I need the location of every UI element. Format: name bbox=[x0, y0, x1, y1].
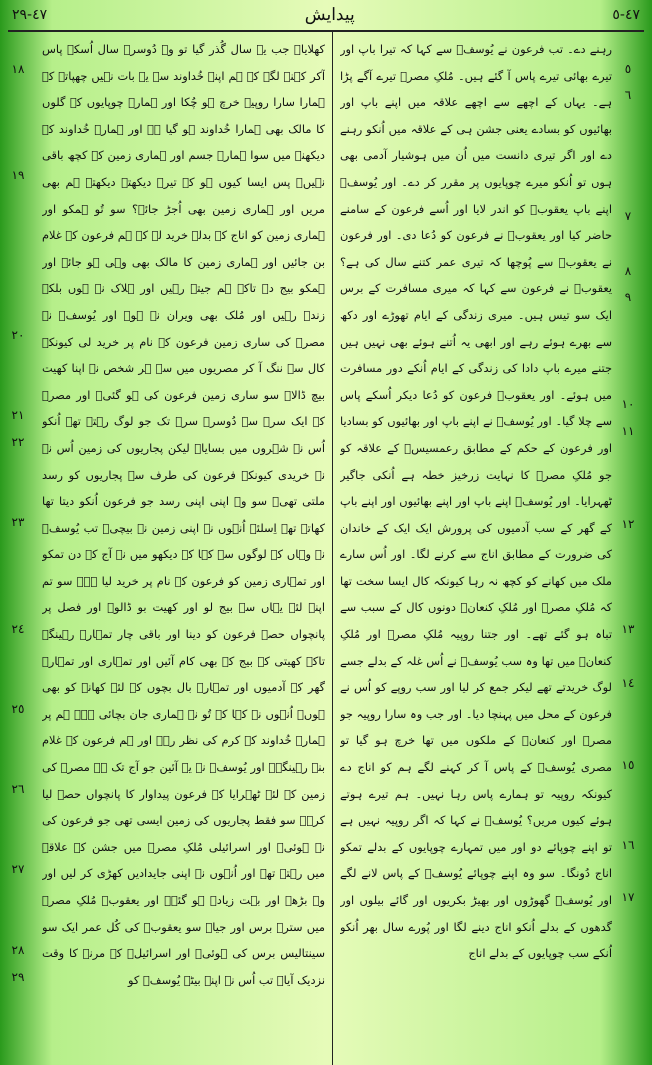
verse-number: ٧ bbox=[624, 209, 632, 223]
verse-number: ٢٥ bbox=[11, 702, 25, 716]
verse-number: ١٨ bbox=[11, 62, 25, 76]
verse-number: ٢٣ bbox=[11, 515, 25, 529]
verse-number: ١١ bbox=[621, 424, 635, 438]
left-column-text: کھلایا۔ جب یہ سال گُذر گیا تو وہ دُوسرے سال اُسکے پاس آکر کہنے لگے کہ ہم اپنے خُداوند سے یہ بات نہیں چھپاتے کہ ہمارا سارا روپیہ خرچ ہو چُکا اور ہمارے چوپایوں کے گلوں کا مالک بھی ہمارا خُداوند ہو گیا ہے اور ہمارے خُداوند کے دیکھنے میں سوا ہمارے جسم اور ہماری زمین کے کچھ باقی نہیں۔ پس ایسا کیوں ہو کہ تیرے دیکھتے دیکھتے ہم بھی مریں اور ہماری زمین بھی اُجڑ جائے؟ سو تُو ہمکو اور ہماری زمین کو اناج کے بدلے خرید لے کہ ہم فرعون کے غلام بن جائیں اور ہماری زمین کا مالک بھی وہی ہو جائے اور ہمکو بیج دے تاکہ ہم جیتے رہیں اور ہلاک نہ ہوں بلکہ زندہ رہیں اور مُلک بھی ویران نہ ہو۔ اور یُوسفؔ نے مصرؔ کی ساری زمین فرعون کے نام پر خرید لی کیونکہ کال سے ننگ آ کر مصریوں میں سے ہر شخص نے اپنا کھیت بیچ ڈالا۔ سو ساری زمین فرعون کی ہو گئی۔ اور مصرؔ کے ایک سرے سے دُوسرے سرے تک جو لوگ رہتے تھے اُنکو اُس نے شہروں میں بسایا۔ لیکن پجاریوں کی زمین اُس نے نہ خریدی کیونکہ فرعون کی طرف سے پجاریوں کو رسد ملتی تھی۔ سو وہ اپنی اپنی رسد جو فرعون اُنکو دیتا تھا کھاتے تھے اِسلئے اُنہوں نے اپنی زمین نہ بیچی۔ تب یُوسفؔ نے وہاں کے لوگوں سے کہا کہ دیکھو میں نے آج کے دن تمکو اور تمہاری زمین کو فرعون کے نام پر خرید لیا ہے۔ سو تم اپنے لئے یہاں سے بیج لو اور کھیت بو ڈالو۔ اور فصل پر پانچواں حصہ فرعون کو دینا اور باقی چار تمہارے رہینگے تاکہ کھیتی کے بیج کے بھی کام آئیں اور تمہاری اور تمہارے گھر کے آدمیوں اور تمہارے بال بچوں کے لئے کھانے کو بھی ہوں۔ اُنہوں نے کہا کہ تُو نے ہماری جان بچائی ہے۔ ہم پر ہمارے خُداوند کے کرم کی نظر رہے اور ہم فرعون کے غلام بنے رہینگے۔ اور یُوسفؔ نے یہ آئین جو آج تک ہے مصرؔ کی زمین کے لئے ٹھہرایا کہ فرعون پیداوار کا پانچواں حصہ لیا کرے۔ سو فقط پجاریوں کی زمین ایسی تھی جو فرعون کی نہ ہوئی۔ اور اسرائیلی مُلکِ مصرؔ میں جشن کے علاقہ میں رہتے تھے اور اُنہوں نے اپنی جایدادیں کھڑی کر لیں اور وہ بڑھے اور بہت زیادہ ہو گئے۔ اور یعقوبؔ مُلکِ مصرؔ میں سترہ برس اور جیا۔ سو یعقوبؔ کی کُل عمر ایک سو سینتالیس برس کی ہوئی۔ اور اسرائیلؔ کے مرنے کا وقت نزدیک آیا۔ تب اُس نے اپنے بیٹے یُوسفؔ کو bbox=[42, 42, 325, 987]
verse-number: ٢٠ bbox=[11, 328, 25, 342]
verse-number: ١٩ bbox=[11, 168, 25, 182]
verse-number: ٨ bbox=[624, 264, 632, 278]
verse-number: ١٦ bbox=[621, 838, 635, 852]
verse-number: ٢٩ bbox=[11, 970, 25, 984]
verse-number: ٢٦ bbox=[11, 782, 25, 796]
verse-number: ٦ bbox=[624, 88, 632, 102]
verse-number: ١٤ bbox=[621, 676, 635, 690]
verse-number: ١٢ bbox=[621, 517, 635, 531]
book-title: پیدایش bbox=[304, 5, 355, 25]
verse-number: ١٧ bbox=[621, 890, 635, 904]
header-chapter-range-right: ٤٧-٥ bbox=[612, 7, 640, 23]
verse-number: ٢٤ bbox=[11, 622, 25, 636]
verse-number: ٢١ bbox=[11, 408, 25, 422]
header-divider bbox=[8, 30, 644, 32]
verse-number: ١٠ bbox=[621, 397, 635, 411]
verse-number: ٢٢ bbox=[11, 435, 25, 449]
verse-number: ٥ bbox=[624, 62, 632, 76]
verse-number: ١٣ bbox=[621, 622, 635, 636]
verse-number: ٢٨ bbox=[11, 943, 25, 957]
verse-number: ٩ bbox=[624, 290, 632, 304]
right-text-column bbox=[340, 36, 612, 1061]
verse-number: ١٥ bbox=[621, 758, 635, 772]
header-chapter-range-left: ٤٧-٢٩ bbox=[12, 7, 48, 23]
column-divider bbox=[332, 32, 333, 1065]
right-column-text: رہنے دے۔ تب فرعون نے یُوسفؔ سے کہا کہ تیرا باپ اور تیرے بھائی تیرے پاس آ گئے ہیں۔ مُلکِ مصرؔ تیرے آگے پڑا ہے۔ یہاں کے اچھے سے اچھے علاقہ میں اپنے باپ اور بھائیوں کو بسادے یعنی جشن ہی کے علاقہ میں اُنکو رہنے دے اور اگر تیری دانست میں اُن میں ہوشیار آدمی بھی ہوں تو اُنکو میرے چوپایوں پر مقرر کر دے۔ اور یُوسفؔ اپنے باپ یعقوبؔ کو اندر لایا اور اُسے فرعون کے سامنے حاضر کیا اور یعقوبؔ نے فرعون کو دُعا دی۔ اور فرعون نے یعقوبؔ سے پُوچھا کہ تیری عمر کتنے سال کی ہے؟ یعقوبؔ نے فرعون سے کہا کہ میری مسافرت کے برس ایک سو تیس ہیں۔ میری زندگی کے ایام تھوڑے اور دکھ سے بھرے ہوئے رہے اور ابھی یہ اُتنے ہوئے بھی نہیں ہیں جتنے میرے باپ دادا کی زندگی کے ایام اُنکے دور مسافرت میں ہوئے۔ اور یعقوبؔ فرعون کو دُعا دیکر اُسکے پاس سے چلا گیا۔ اور یُوسفؔ نے اپنے باپ اور بھائیوں کو بسادیا اور فرعون کے حکم کے مطابق رعمسیسؔ کے علاقہ کو جو مُلکِ مصرؔ کا نہایت زرخیز خطہ ہے اُنکی جاگیر ٹھہرایا۔ اور یُوسفؔ اپنے باپ اور اپنے بھائیوں اور اپنے باپ کے گھر کے سب آدمیوں کی پرورش ایک ایک کے خاندان کی ضرورت کے مطابق اناج سے کرنے لگا۔ اور اُس سارے ملک میں کھانے کو کچھ نہ رہا کیونکہ کال ایسا سخت تھا کہ مُلکِ مصرؔ اور مُلکِ کنعانؔ دونوں کال کے سبب سے تباہ ہو گئے تھے۔ اور جتنا روپیہ مُلکِ مصرؔ اور مُلکِ کنعانؔ میں تھا وہ سب یُوسفؔ نے اُس غلہ کے بدلے جسے لوگ خریدتے تھے لیکر جمع کر لیا اور سب روپے کو اُس نے فرعون کے محل میں پہنچا دیا۔ اور جب وہ سارا روپیہ جو مصرؔ اور کنعانؔ کے ملکوں میں تھا خرچ ہو گیا تو مصری یُوسفؔ کے پاس آ کر کہنے لگے ہم کو اناج دے کیونکہ روپیہ تو ہمارے پاس رہا نہیں۔ ہم تیرے ہوتے ہوئے کیوں مریں؟ یُوسفؔ نے کہا کہ اگر روپیہ نہیں ہے تو اپنے چوپائے دو اور میں تمہارے چوپایوں کے بدلے تمکو اناج دُونگا۔ سو وہ اپنے چوپائے یُوسفؔ کے پاس لانے لگے اور یُوسفؔ گھوڑوں اور بھیڑ بکریوں اور گائے بیلوں اور گدھوں کے بدلے اُنکو اناج دینے لگا اور پُورے سال بھر اُنکو اُنکے سب چوپایوں کے بدلے اناج bbox=[340, 42, 612, 961]
verse-number: ٢٧ bbox=[11, 862, 25, 876]
left-text-column bbox=[42, 36, 325, 1061]
page-header bbox=[0, 0, 652, 30]
